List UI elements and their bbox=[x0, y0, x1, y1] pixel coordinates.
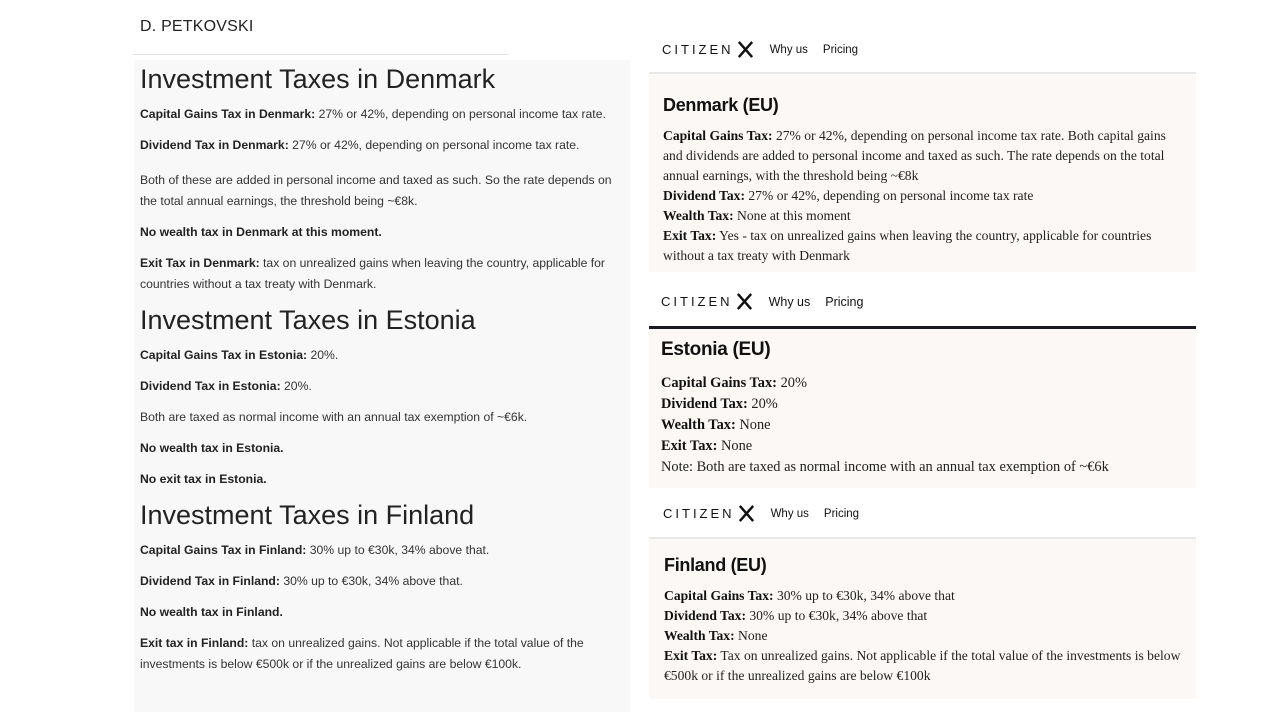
estonia-cgt-line: Capital Gains Tax: 20% bbox=[661, 375, 807, 391]
estonia-dividend: Dividend Tax in Estonia: 20%. bbox=[140, 379, 312, 393]
nav-why-us[interactable]: Why us bbox=[770, 507, 809, 520]
nav-pricing[interactable]: Pricing bbox=[822, 43, 859, 56]
finland-cgt: Capital Gains Tax in Finland: 30% up to €30k, 34% above that. bbox=[140, 543, 490, 557]
card-title-denmark: Denmark (EU) bbox=[663, 95, 779, 115]
finland-cgt-line: Capital Gains Tax: 30% up to €30k, 34% above that bbox=[664, 588, 955, 603]
section-estonia bbox=[140, 305, 624, 490]
finland-dividend: Dividend Tax in Finland: 30% up to €30k, 34% above that. bbox=[140, 574, 463, 588]
denmark-dividend-line: Dividend Tax: 27% or 42%, depending on personal income tax rate bbox=[663, 188, 1034, 203]
header-divider bbox=[133, 54, 509, 55]
estonia-dividend-line: Dividend Tax: 20% bbox=[661, 396, 778, 412]
finland-exit: Exit tax in Finland: tax on unrealized gains. Not applicable if the total value of the investments is below €500k or if the unrealized gains are below €100k. bbox=[140, 636, 584, 671]
denmark-cgt-line: Capital Gains Tax: 27% or 42%, depending on personal income tax rate. Both capital gains and dividends are added to personal income and taxed as such. The rate depends on the total annual earnings, with the threshold being ~€8k bbox=[663, 128, 1166, 183]
finland-dividend-line: Dividend Tax: 30% up to €30k, 34% above that bbox=[664, 608, 928, 623]
nav-pricing[interactable]: Pricing bbox=[823, 507, 860, 520]
estonia-note: Both are taxed as normal income with an annual tax exemption of ~€6k. bbox=[140, 410, 528, 424]
finland-exit-line: Exit Tax: Tax on unrealized gains. Not applicable if the total value of the investments is below €500k or if the unrealized gains are below €100k bbox=[664, 648, 1181, 683]
citizenx-nav-denmark bbox=[662, 40, 858, 59]
estonia-exit: No exit tax in Estonia. bbox=[140, 472, 267, 486]
citizenx-nav-estonia bbox=[661, 292, 863, 311]
finland-wealth: No wealth tax in Finland. bbox=[140, 605, 283, 619]
site-brand[interactable] bbox=[140, 18, 254, 36]
denmark-note: Both of these are added in personal income and taxed as such. So the rate depends on the total annual earnings, the threshold being ~€8k. bbox=[140, 173, 612, 208]
x-logo-icon bbox=[736, 40, 755, 59]
denmark-exit: Exit Tax in Denmark: tax on unrealized gains when leaving the country, applicable for countries without a tax treaty with Denmark. bbox=[140, 256, 605, 291]
denmark-dividend: Dividend Tax in Denmark: 27% or 42%, depending on personal income tax rate. bbox=[140, 138, 580, 152]
citizenx-logo[interactable]: CITIZEN bbox=[662, 40, 755, 59]
article-body bbox=[134, 60, 630, 712]
citizenx-logo[interactable]: CITIZEN bbox=[661, 292, 754, 311]
section-denmark bbox=[140, 64, 624, 295]
nav-why-us[interactable]: Why us bbox=[768, 294, 811, 309]
brand-name: PETKOVSKI bbox=[161, 18, 254, 35]
card-title-estonia: Estonia (EU) bbox=[661, 339, 771, 360]
x-logo-icon bbox=[735, 292, 754, 311]
section-title-finland: Investment Taxes in Finland bbox=[140, 500, 475, 530]
estonia-exit-line: Exit Tax: None bbox=[661, 438, 753, 454]
citizenx-nav-finland bbox=[663, 504, 859, 523]
citizenx-logo[interactable]: CITIZEN bbox=[663, 504, 756, 523]
card-denmark bbox=[649, 75, 1196, 272]
denmark-cgt: Capital Gains Tax in Denmark: 27% or 42%, depending on personal income tax rate. bbox=[140, 107, 606, 121]
estonia-wealth-line: Wealth Tax: None bbox=[661, 417, 771, 433]
denmark-wealth-line: Wealth Tax: None at this moment bbox=[663, 208, 851, 223]
nav-pricing[interactable]: Pricing bbox=[825, 294, 864, 309]
section-finland bbox=[140, 500, 624, 675]
card-estonia bbox=[649, 329, 1196, 488]
estonia-wealth: No wealth tax in Estonia. bbox=[140, 441, 284, 455]
estonia-cgt: Capital Gains Tax in Estonia: 20%. bbox=[140, 348, 339, 362]
card-finland bbox=[649, 539, 1196, 699]
nav-why-us[interactable]: Why us bbox=[769, 43, 808, 56]
denmark-wealth: No wealth tax in Denmark at this moment. bbox=[140, 225, 382, 239]
brand-initial: D. bbox=[140, 18, 157, 35]
estonia-note-line: Note: Both are taxed as normal income with an annual tax exemption of ~€6k bbox=[661, 459, 1109, 475]
x-logo-icon bbox=[737, 504, 756, 523]
finland-wealth-line: Wealth Tax: None bbox=[664, 628, 768, 643]
section-title-denmark: Investment Taxes in Denmark bbox=[140, 64, 496, 94]
card-title-finland: Finland (EU) bbox=[664, 555, 767, 575]
denmark-exit-line: Exit Tax: Yes - tax on unrealized gains when leaving the country, applicable for countries without a tax treaty with Denmark bbox=[663, 228, 1152, 263]
nav-divider bbox=[649, 72, 1196, 74]
section-title-estonia: Investment Taxes in Estonia bbox=[140, 305, 476, 335]
